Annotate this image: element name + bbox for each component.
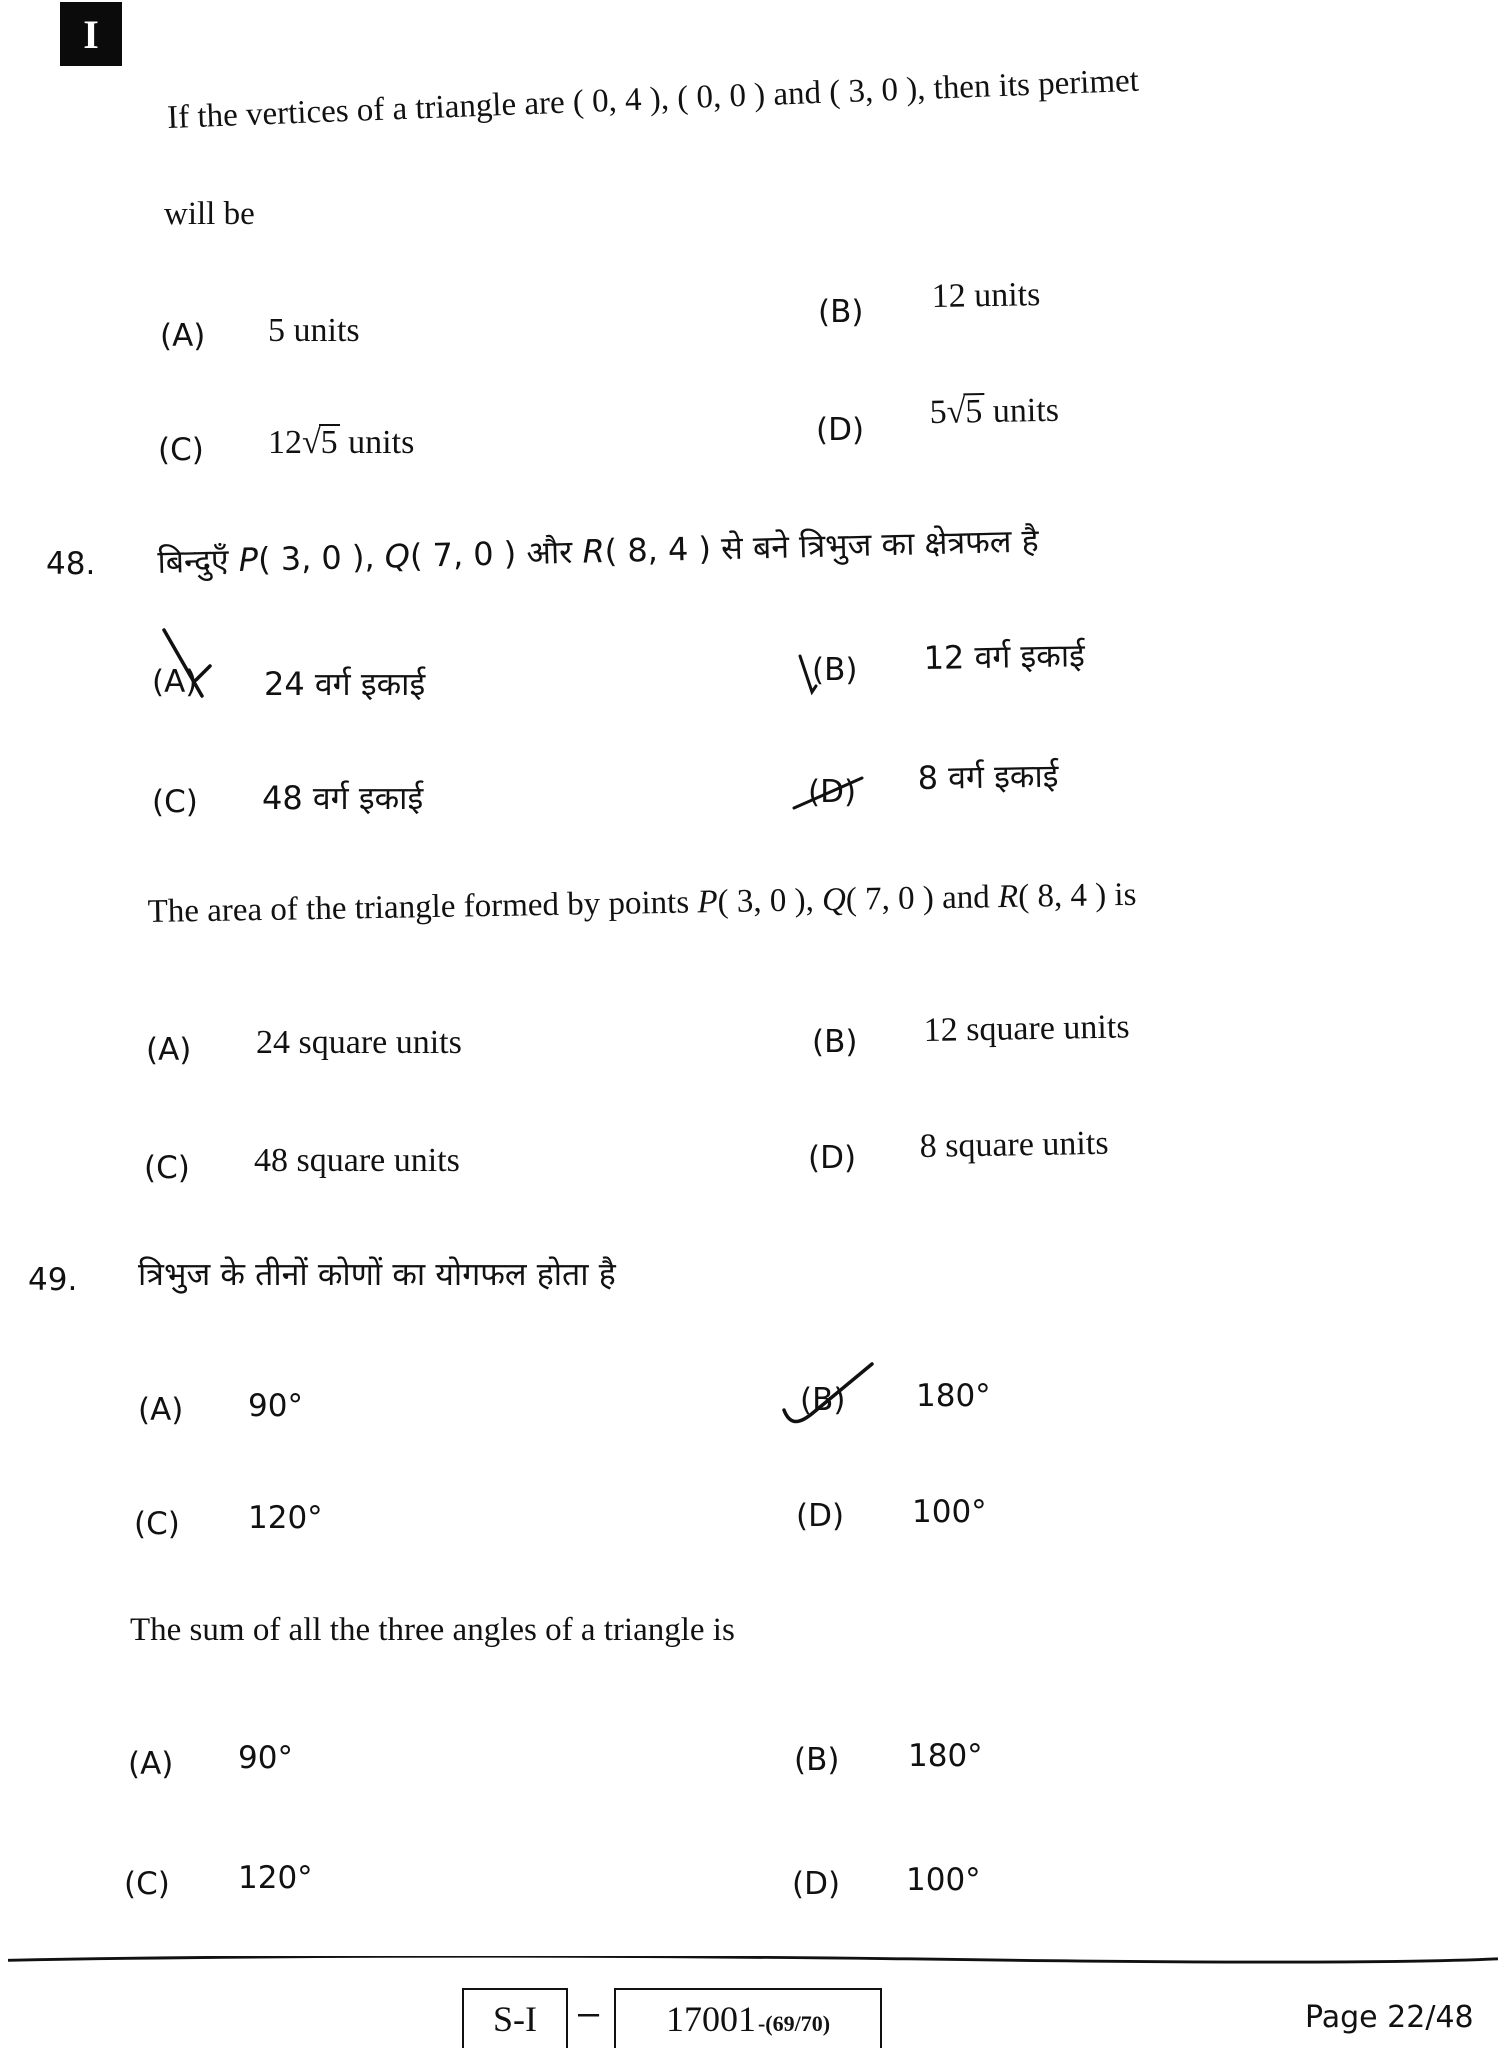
q47-c-unit: units xyxy=(339,424,415,461)
q48-en-part-a: The area of the triangle formed by points xyxy=(147,884,698,931)
q47-option-b-value: 12 units xyxy=(931,276,1041,316)
q48-en-option-d-label[interactable]: (D) xyxy=(808,1140,857,1176)
question-48-english-text xyxy=(147,877,1136,931)
q47-c-radicand: 5 xyxy=(320,424,338,461)
question-48-hindi-text xyxy=(157,518,1039,583)
q49-hi-option-b-label[interactable]: (B) xyxy=(800,1382,846,1418)
q47-option-b-label[interactable]: (B) xyxy=(818,294,864,330)
q49-en-option-d-label[interactable]: (D) xyxy=(792,1866,841,1902)
q48-en-p-coords: ( 3, 0 ), xyxy=(717,882,823,921)
q48-hi-q-coords: ( 7, 0 ) xyxy=(409,533,527,575)
q49-hi-option-b-value: 180° xyxy=(916,1378,991,1414)
q48-en-point-r: R xyxy=(997,878,1019,916)
q47-option-c-label[interactable]: (C) xyxy=(158,432,204,468)
footer-code: 17001 xyxy=(665,1999,756,2039)
page-number: Page 22/48 xyxy=(1305,2000,1474,2035)
q48-hi-option-d-label[interactable]: (D) xyxy=(808,774,857,810)
q48-hi-part-a: बिन्दुएँ xyxy=(157,541,240,582)
q48-hi-option-a-label[interactable]: (A) xyxy=(152,664,198,700)
question-47-text-cont: will be xyxy=(164,196,255,232)
q49-en-option-d-value: 100° xyxy=(906,1862,981,1898)
q49-en-option-b-value: 180° xyxy=(908,1738,983,1774)
q48-hi-option-a-value: 24 वर्ग इकाई xyxy=(264,665,426,703)
q48-hi-option-b-value: 12 वर्ग इकाई xyxy=(923,636,1086,678)
section-marker-label: I xyxy=(83,11,99,57)
q49-hi-option-d-value: 100° xyxy=(912,1494,987,1530)
footer-divider xyxy=(8,1956,1498,1966)
q48-en-option-a-value: 24 square units xyxy=(256,1024,462,1061)
q48-en-option-a-label[interactable]: (A) xyxy=(146,1032,192,1068)
question-49-english-text: The sum of all the three angles of a triangle is xyxy=(130,1612,735,1648)
q48-hi-option-c-label[interactable]: (C) xyxy=(152,784,198,820)
q48-hi-r-coords: ( 8, 4 ) xyxy=(604,529,722,571)
question-47-text-line2 xyxy=(164,196,255,233)
q49-en-option-c-label[interactable]: (C) xyxy=(124,1866,170,1902)
footer-code-suffix: -(69/70) xyxy=(757,2011,831,2036)
q47-d-radicand: 5 xyxy=(965,393,983,431)
q48-en-part-b: is xyxy=(1114,876,1137,914)
tick-mark-icon xyxy=(780,1350,890,1430)
q48-en-option-c-label[interactable]: (C) xyxy=(144,1150,190,1186)
footer-dash: – xyxy=(578,1992,600,2034)
q47-option-d-label[interactable]: (D) xyxy=(816,412,865,448)
q49-en-option-a-label[interactable]: (A) xyxy=(128,1746,174,1782)
q49-hi-option-a-value: 90° xyxy=(248,1388,303,1424)
q48-en-and: and xyxy=(941,879,999,917)
q47-c-coefficient: 12 xyxy=(268,424,302,461)
q47-d-unit: units xyxy=(984,391,1060,431)
tick-mark-icon xyxy=(796,652,826,702)
q49-hi-option-c-label[interactable]: (C) xyxy=(134,1506,180,1542)
q48-hi-point-p: P xyxy=(238,540,259,580)
footer-code-box xyxy=(614,1988,882,2048)
q49-en-option-b-label[interactable]: (B) xyxy=(794,1742,840,1778)
footer-series-box xyxy=(462,1988,568,2048)
q49-hi-option-c-value: 120° xyxy=(248,1500,323,1536)
q48-hi-and: और xyxy=(525,532,583,572)
q49-en-option-a-value: 90° xyxy=(238,1740,293,1776)
footer-series: S-I xyxy=(493,1999,537,2039)
q48-hi-point-q: Q xyxy=(384,536,411,576)
sqrt-icon: √ xyxy=(946,393,966,431)
section-marker xyxy=(60,2,122,66)
q48-hi-p-coords: ( 3, 0 ), xyxy=(257,537,386,579)
q48-hi-option-c-value: 48 वर्ग इकाई xyxy=(262,779,424,817)
question-47-text-line1 xyxy=(167,63,1140,137)
q48-en-option-b-value: 12 square units xyxy=(923,1008,1130,1050)
cross-out-mark-icon xyxy=(158,626,218,706)
q49-hi-option-a-label[interactable]: (A) xyxy=(138,1392,184,1428)
q47-option-c-value xyxy=(268,424,414,462)
question-48-number: 48. xyxy=(46,546,96,582)
q48-hi-option-d-value: 8 वर्ग इकाई xyxy=(917,756,1059,798)
q48-en-option-c-value: 48 square units xyxy=(254,1142,460,1179)
q48-hi-option-b-label[interactable]: (B) xyxy=(812,652,858,688)
q48-en-r-coords: ( 8, 4 ) xyxy=(1017,877,1115,915)
q48-en-q-coords: ( 7, 0 ) xyxy=(845,880,943,918)
q48-en-option-d-value: 8 square units xyxy=(919,1124,1109,1166)
q48-en-point-q: Q xyxy=(821,881,847,919)
q48-hi-point-r: R xyxy=(581,532,606,571)
q49-hi-option-d-label[interactable]: (D) xyxy=(796,1498,845,1534)
question-49-hindi-text: त्रिभुज के तीनों कोणों का योगफल होता है xyxy=(138,1255,616,1293)
question-49-number: 49. xyxy=(28,1262,78,1298)
q48-hi-part-b: से बने त्रिभुज का क्षेत्रफल है xyxy=(720,521,1040,568)
strike-mark-icon xyxy=(790,766,870,816)
q47-option-d-value xyxy=(929,392,1059,432)
q49-en-option-c-value: 120° xyxy=(238,1860,313,1896)
q47-option-a-value: 5 units xyxy=(268,312,360,349)
q48-en-point-p: P xyxy=(697,884,718,921)
q47-d-coefficient: 5 xyxy=(929,393,947,432)
sqrt-icon: √ xyxy=(302,424,321,461)
q47-option-a-label[interactable]: (A) xyxy=(160,318,206,354)
q48-en-option-b-label[interactable]: (B) xyxy=(812,1024,858,1060)
question-47-text: If the vertices of a triangle are ( 0, 4 ), ( 0, 0 ) and ( 3, 0 ), then its perimet xyxy=(166,62,1140,137)
